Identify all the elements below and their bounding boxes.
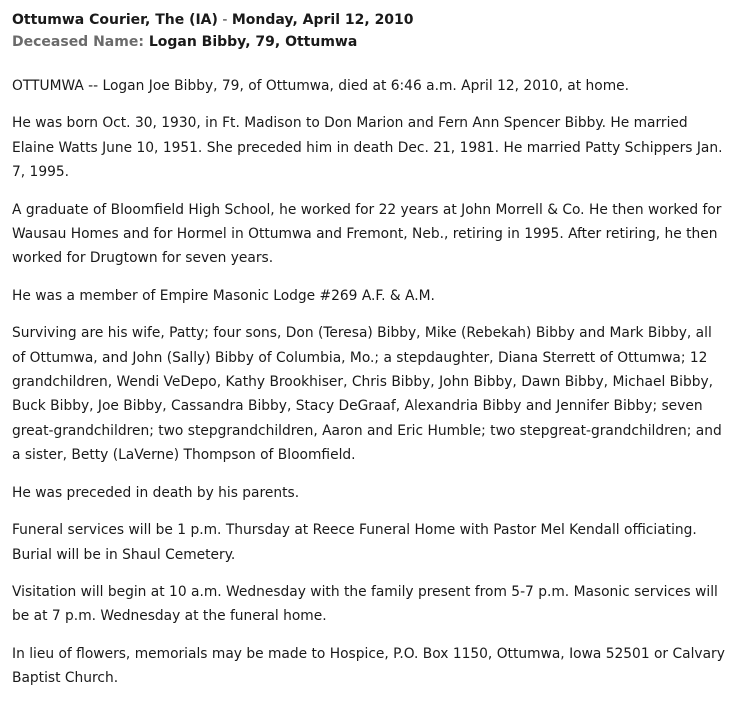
deceased-name: Logan Bibby, 79, Ottumwa [148,34,358,50]
publication-name: Ottumwa Courier, The (IA) [12,12,218,28]
header-separator: - [217,12,232,28]
obituary-paragraph: Surviving are his wife, Patty; four sons, Don (Teresa) Bibby, Mike (Rebekah) Bibby and Mark Bibby, all of Ottumwa, and John (Sally) Bibby of Columbia, Mo.; a stepdaughter, Diana Sterrett of Ottumwa; 12 grandchildren, Wendi VeDepo, Kathy Brookhiser, Chris Bibby, John Bibby, Dawn Bibby, Michael Bibby, Buck Bibby, Joe Bibby, Cassandra Bibby, Stacy DeGraaf, Alexandria Bibby and Jennifer Bibby; seven great-grandchildren; two stepgrandchildren, Aaron and Eric Humble; two stepgreat-grandchildren; and a sister, Betty (LaVerne) Thompson of Bloomfield. [12,325,722,464]
obituary-paragraph: Visitation will begin at 10 a.m. Wednesday with the family present from 5-7 p.m. Masonic services will be at 7 p.m. Wednesday at the funeral home. [12,583,718,625]
obituary-paragraph: OTTUMWA -- Logan Joe Bibby, 79, of Ottumwa, died at 6:46 a.m. April 12, 2010, at home. [12,78,630,94]
obituary-paragraph: He was born Oct. 30, 1930, in Ft. Madison to Don Marion and Fern Ann Spencer Bibby. He married Elaine Watts June 10, 1951. She preceded him in death Dec. 21, 1981. He married Patty Schippers Jan. 7, 1995. [12,115,723,181]
obituary-paragraph: Funeral services will be 1 p.m. Thursday at Reece Funeral Home with Pastor Mel Kendall officiating. Burial will be in Shaul Cemetery. [12,522,697,563]
source-line [12,9,728,31]
deceased-label: Deceased Name: [12,34,144,50]
obituary-paragraph: In lieu of flowers, memorials may be made to Hospice, P.O. Box 1150, Ottumwa, Iowa 52501 or Calvary Baptist Church. [12,645,725,687]
publication-date: Monday, April 12, 2010 [231,12,414,28]
obituary-paragraph: He was preceded in death by his parents. [12,484,300,501]
deceased-line [12,31,728,53]
obituary-paragraph: A graduate of Bloomfield High School, he worked for 22 years at John Morrell & Co. He then worked for Wausau Homes and for Hormel in Ottumwa and Fremont, Neb., retiring in 1995. After retiring, he then worked for Drugtown for seven years. [12,201,722,267]
obituary-paragraph: He was a member of Empire Masonic Lodge #269 A.F. & A.M. [12,287,435,304]
